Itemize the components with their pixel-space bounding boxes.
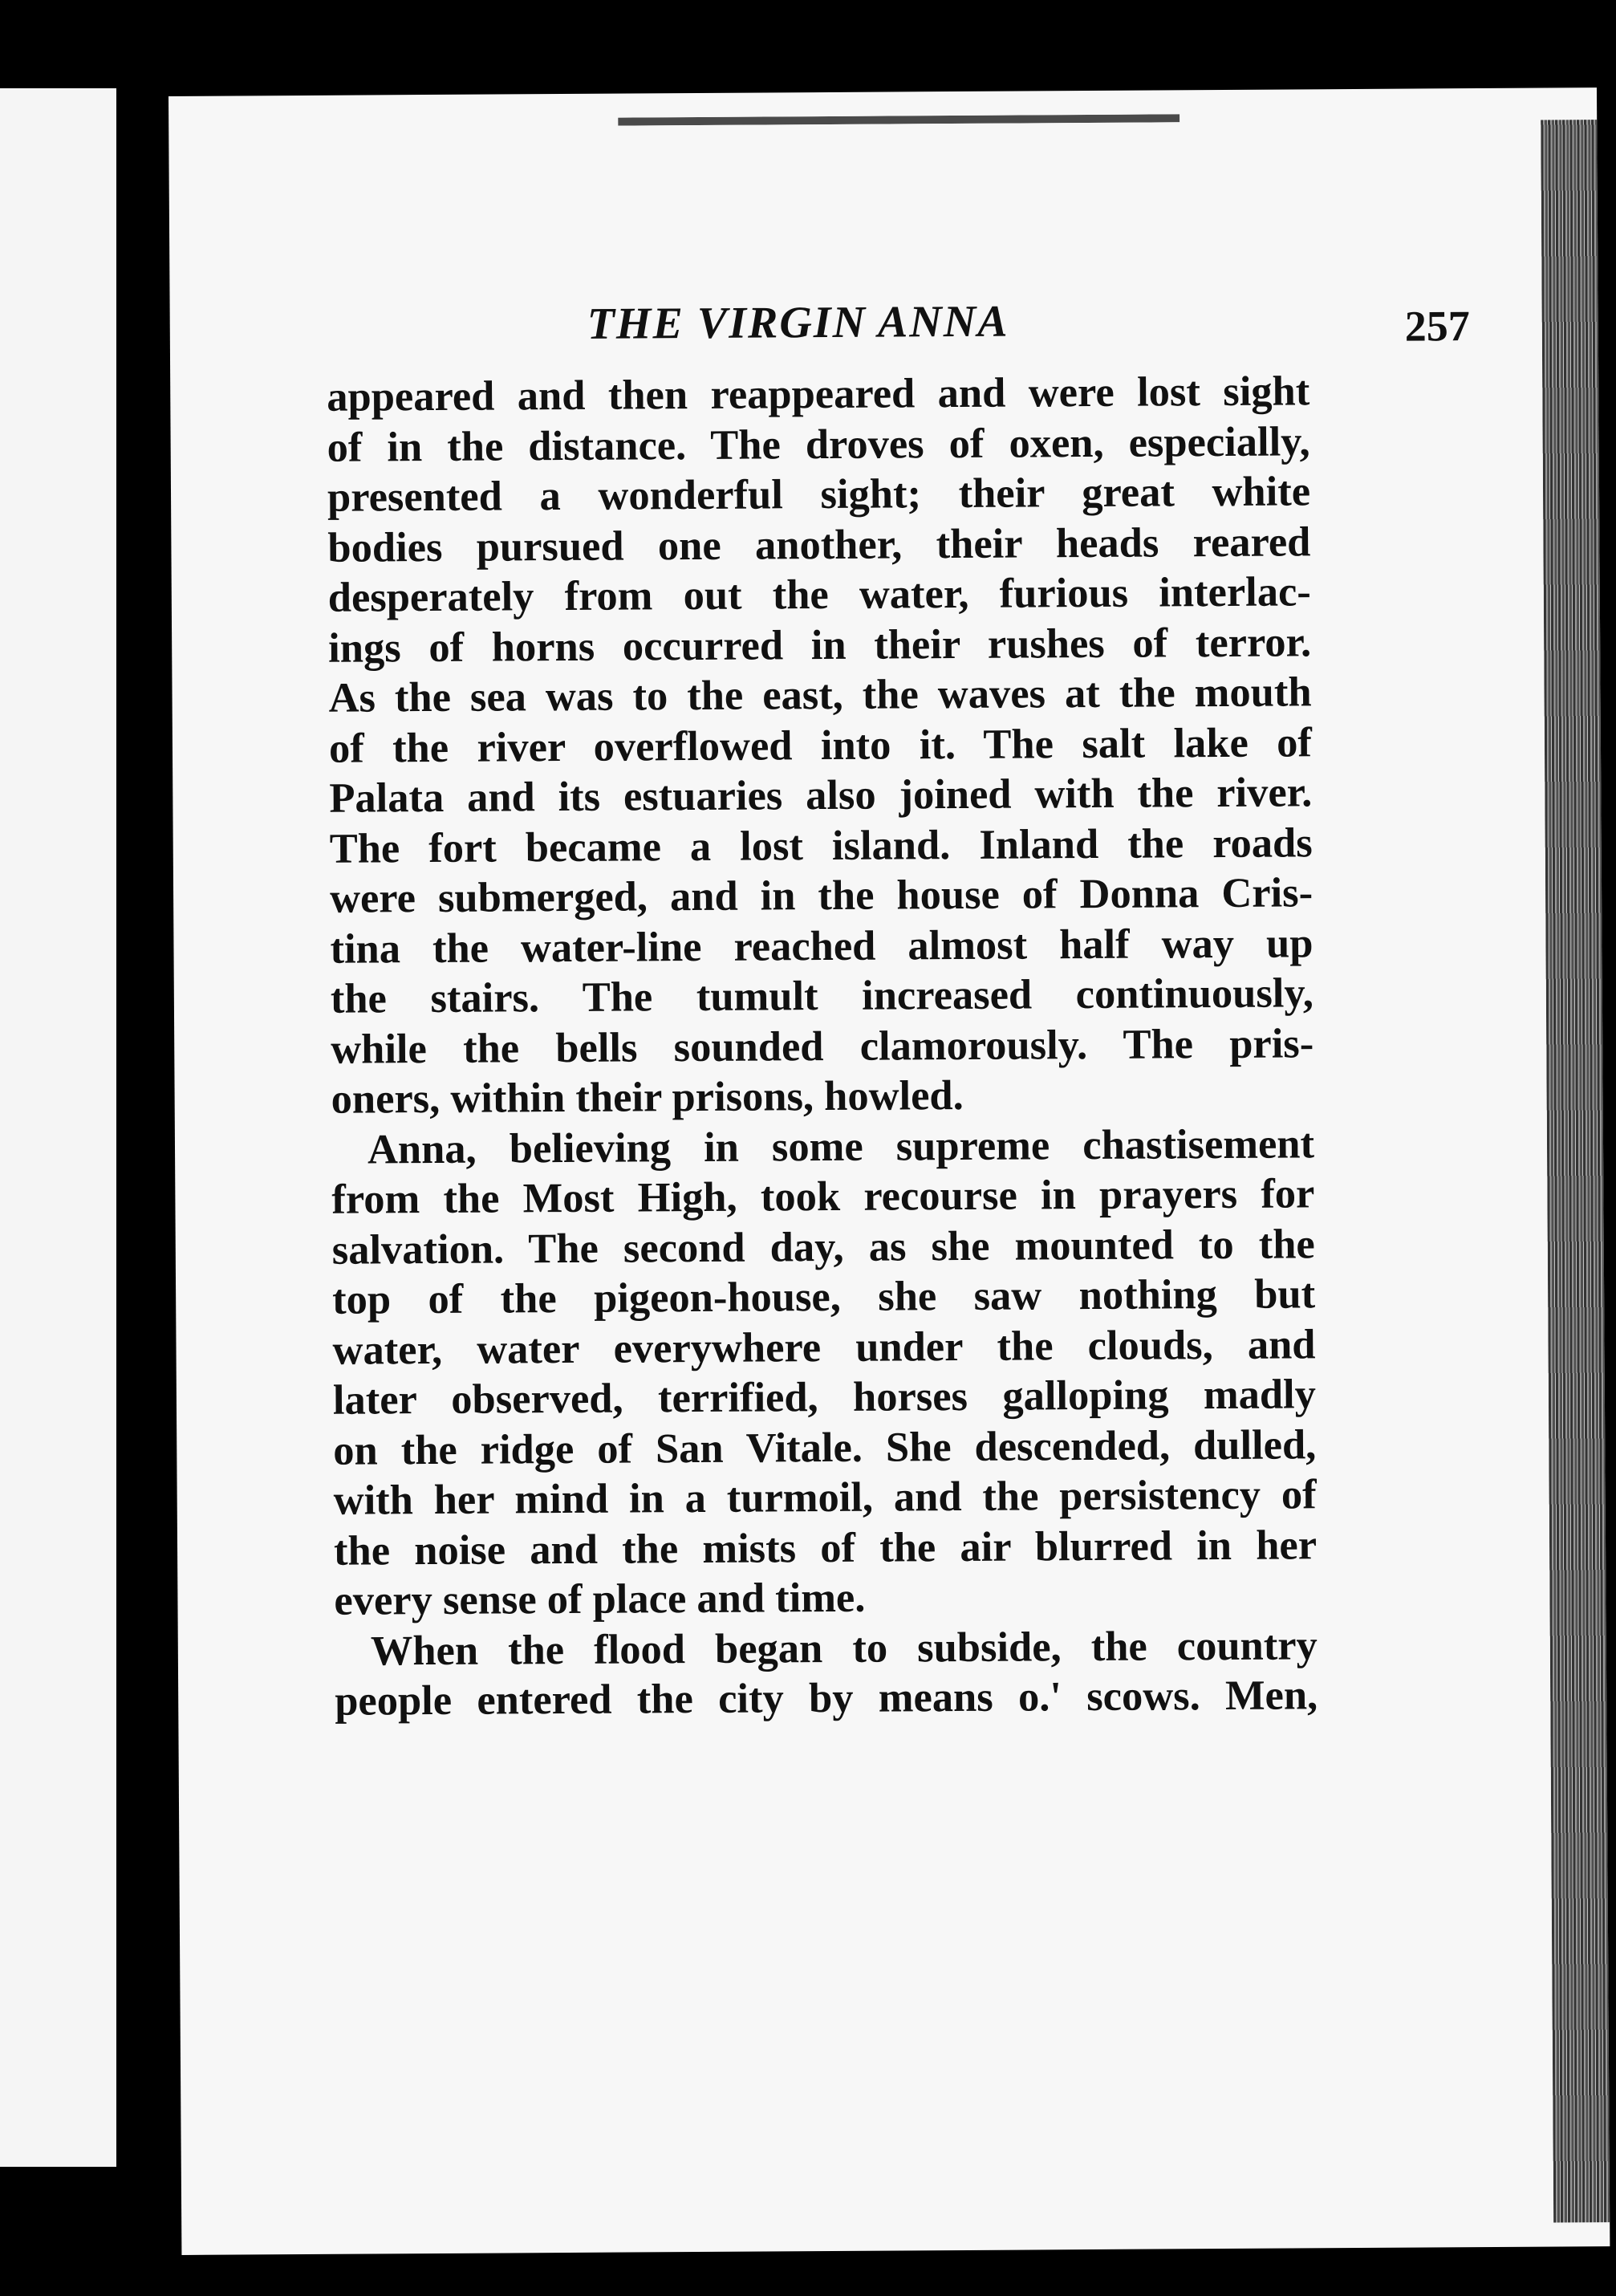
text-line: people entered the city by means o.' scows. Men, [335,1672,1318,1725]
text-line: When the flood began to subside, the country [370,1621,1318,1674]
text-line: desperately from out the water, furious interlac- [327,568,1311,621]
text-line: water, water everywhere under the clouds, and [332,1320,1316,1374]
text-line: Anna, believing in some supreme chastisement [367,1120,1315,1173]
text-line: the noise and the mists of the air blurred in her [333,1521,1318,1575]
text-line: of the river overflowed into it. The salt lake of [328,718,1313,772]
page-number: 257 [1404,302,1470,351]
text-line: later observed, terrified, horses galloping madly [332,1371,1317,1424]
text-line: appeared and then reappeared and were lost sight [327,368,1310,421]
facing-page-edge [0,88,116,2167]
text-line: were submerged, and in the house of Donna Cris- [329,869,1314,922]
scan-artifact [618,114,1180,254]
text-line: from the Most High, took recourse in prayers for [331,1170,1315,1223]
text-line: presented a wonderful sight; their great white [327,468,1311,521]
text-line: bodies pursued one another, their heads reared [327,518,1311,571]
text-line: Palata and its estuaries also joined with the river. [329,769,1313,822]
text-line: on the ridge of San Vitale. She descended, dulled, [333,1420,1317,1474]
running-title: THE VIRGIN ANNA [587,296,1009,349]
text-line: the stairs. The tumult increased continuously, [330,969,1314,1022]
text-line: every sense of place and time. [334,1574,866,1624]
page-header [587,293,1470,363]
book-page [169,87,1610,2255]
text-line: tina the water-line reached almost half way up [330,919,1314,973]
text-line: with her mind in a turmoil, and the persistency of [333,1471,1317,1524]
body-text [327,366,1318,1726]
text-line: The fort became a lost island. Inland the roads [329,819,1313,872]
text-line: of in the distance. The droves of oxen, especially, [327,417,1310,471]
text-line: oners, within their prisons, howled. [331,1071,964,1123]
text-line: while the bells sounded clamorously. The pris- [331,1019,1314,1073]
text-line: top of the pigeon-house, she saw nothing but [331,1270,1316,1323]
text-line: ings of horns occurred in their rushes of terror. [328,618,1312,672]
text-line: As the sea was to the east, the waves at the mouth [328,668,1312,721]
text-line: salvation. The second day, as she mounted to the [331,1220,1315,1274]
